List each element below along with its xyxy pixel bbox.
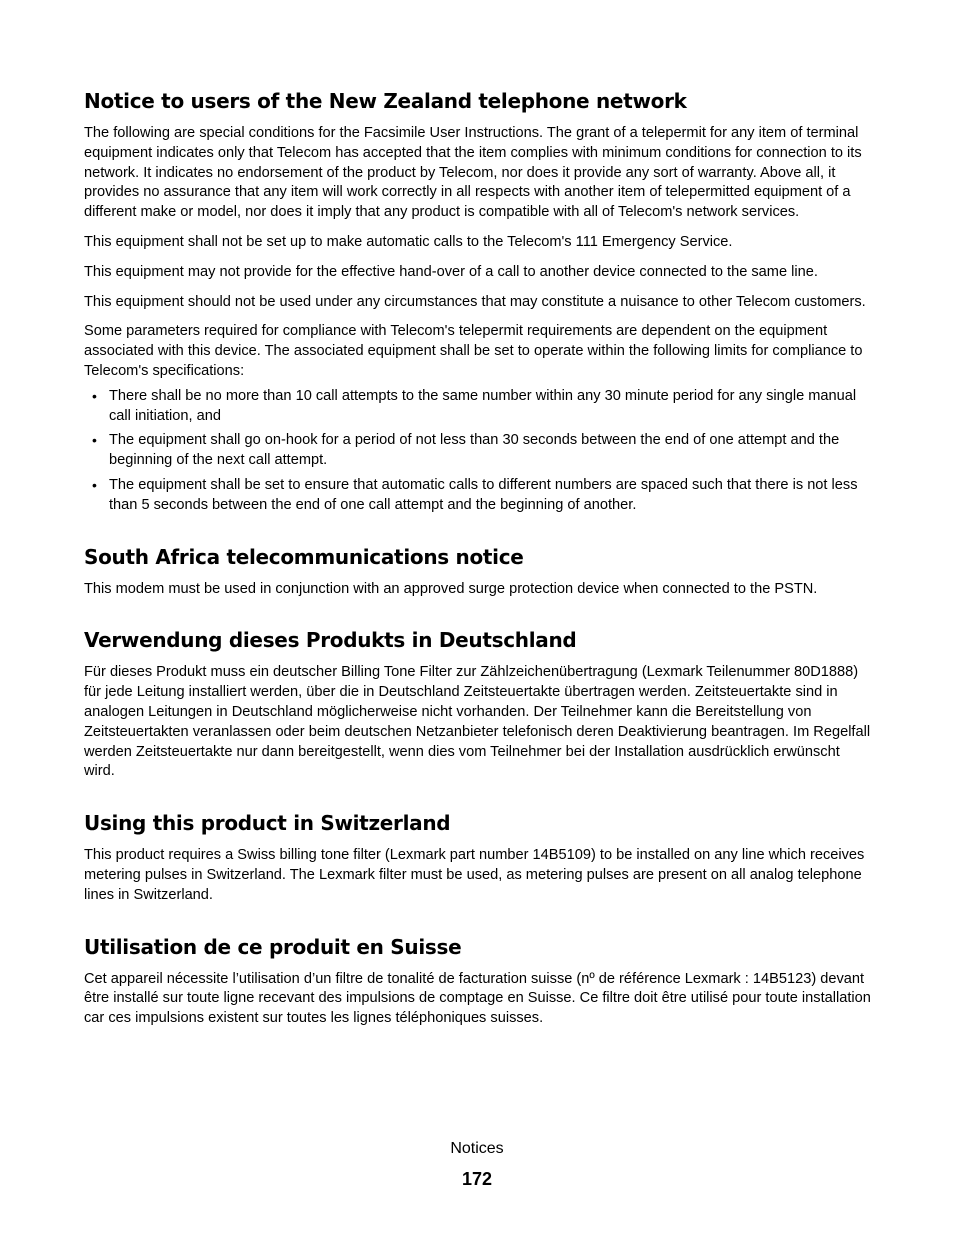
list-item-text: There shall be no more than 10 call attempts to the same number within any 30 minute period for any single manual call initiation, and [109, 387, 857, 424]
section-heading: Notice to users of the New Zealand telephone network [84, 89, 687, 113]
section-heading: Verwendung dieses Produkts in Deutschland [84, 628, 577, 653]
paragraph: Für dieses Produkt muss ein deutscher Billing Tone Filter zur Zählzeichenübertragung (Lexmark Teilenummer 80D1888) für jede Leitung installiert werden, über die in Deutschland Zeitsteuertakte übertragen werden. Zeitsteuertakte sind in analogen Leitungen in Deutschland möglicherweise nicht vorhanden. Der Teilnehmer kann die Bereitstellung von Zeitsteuertakten veranlassen oder beim deutschen Netzanbieter telefonisch deren Deaktivierung beantragen. Im Regelfall werden Zeitsteuertakte nur dann bereitgestellt, wenn dies vom Teilnehmer bei der Installation ausdrücklich erwünscht wird. [84, 664, 871, 780]
list-item-text: The equipment shall go on-hook for a period of not less than 30 seconds between the end of one attempt and the beginning of the next call attempt. [109, 432, 840, 469]
bullet-list [84, 387, 874, 516]
section-germany-notice [84, 627, 874, 782]
paragraph: This modem must be used in conjunction with an approved surge protection device when connected to the PSTN. [84, 580, 818, 597]
paragraph: This equipment may not provide for the effective hand-over of a call to another device connected to the same line. [84, 263, 818, 280]
paragraph: Cet appareil nécessite l’utilisation d’un filtre de tonalité de facturation suisse (nº de référence Lexmark : 14B5123) devant être installé sur toute ligne recevant des impulsions de comptage en Suisse. Ce filtre doit être utilisé pour toute installation car ces impulsions existent sur toutes les lignes téléphoniques suisses. [84, 970, 871, 1027]
paragraph: This product requires a Swiss billing tone filter (Lexmark part number 14B5109) to be installed on any line which receives metering pulses in Switzerland. The Lexmark filter must be used, as metering pulses are present on all analog telephone lines in Switzerland. [84, 847, 865, 903]
section-heading: Using this product in Switzerland [84, 811, 451, 836]
section-switzerland-notice-en [84, 810, 874, 905]
paragraph: This equipment should not be used under any circumstances that may constitute a nuisance to other Telecom customers. [84, 293, 866, 310]
footer-section-label: Notices [450, 1140, 504, 1157]
list-item [84, 476, 874, 516]
page-footer [0, 1138, 954, 1192]
bullet-icon: • [92, 476, 97, 493]
bullet-icon: • [92, 432, 97, 449]
paragraph: The following are special conditions for the Facsimile User Instructions. The grant of a telepermit for any item of terminal equipment indicates only that Telecom has accepted that the item complies with minimum conditions for connection to its network. It indicates no endorsement of the product by Telecom, nor does it provide any sort of warranty. Above all, it provides no assurance that any item will work correctly in all respects with another item of telepermitted equipment of a different make or model, nor does it imply that any product is compatible with all of Telecom's network services. [84, 125, 862, 221]
section-heading: South Africa telecommunications notice [84, 544, 524, 569]
bullet-icon: • [92, 387, 97, 404]
paragraph: Some parameters required for compliance with Telecom's telepermit requirements are dependent on the equipment associated with this device. The associated equipment shall be set to operate within the following limits for compliance to Telecom's specifications: [84, 323, 863, 379]
document-body [84, 88, 874, 1039]
paragraph: This equipment shall not be set up to make automatic calls to the Telecom's 111 Emergency Service. [84, 233, 733, 250]
list-item-text: The equipment shall be set to ensure that automatic calls to different numbers are spaced such that there is not less than 5 seconds between the end of one call attempt and the beginning of another. [109, 476, 858, 513]
list-item [84, 387, 874, 427]
section-south-africa-notice [84, 544, 874, 600]
page-number: 172 [461, 1169, 493, 1189]
section-switzerland-notice-fr [84, 934, 874, 1029]
section-new-zealand-notice [84, 88, 874, 516]
list-item [84, 431, 874, 471]
section-heading: Utilisation de ce produit en Suisse [84, 934, 462, 959]
